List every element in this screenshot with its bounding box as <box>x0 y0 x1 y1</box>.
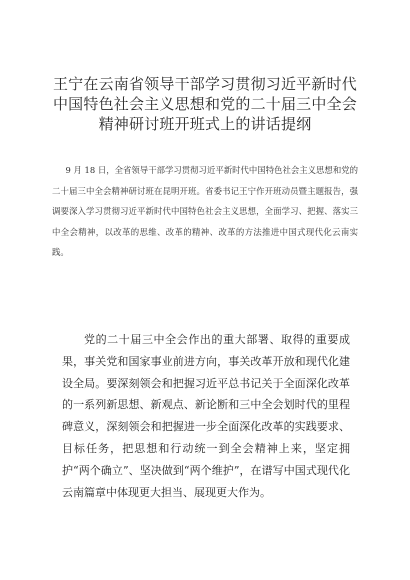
title-line-1: 王宁在云南省领导干部学习贯彻习近平新时代 <box>52 75 357 93</box>
body-paragraph: 党的二十届三中全会作出的重大部署、取得的重要成果，事关党和国家事业前进方向，事关改革开放和现代化建设全局。要深刻领会和把握习近平总书记关于全面深化改革的一系列新思想、新观点、新论断和三中全会划时代的里程碑意义，深刻领会和把握进一步全面深化改革的实践要求、目标任务，把思想和行动统一到全会精神上来，坚定拥护“两个确立”、坚决做到“两个维护”，在谱写中国式现代化云南篇章中体现更大担当、展现更大作为。 <box>62 333 350 499</box>
document-title <box>30 74 380 134</box>
title-line-3: 精神研讨班开班式上的讲话提纲 <box>98 115 312 133</box>
title-line-2: 中国特色社会主义思想和党的二十届三中全会 <box>52 95 357 113</box>
summary-paragraph: 9 月 18 日，全省领导干部学习贯彻习近平新时代中国特色社会主义思想和党的二十届三中全会精神研讨班在昆明开班。省委书记王宁作开班动员暨主题报告，强调要深入学习贯彻习近平新时代中国特色社会主义思想，全面学习、把握、落实三中全会精神，以改革的思维、改革的精神、改革的方法推进中国式现代化云南实践。 <box>52 165 358 258</box>
